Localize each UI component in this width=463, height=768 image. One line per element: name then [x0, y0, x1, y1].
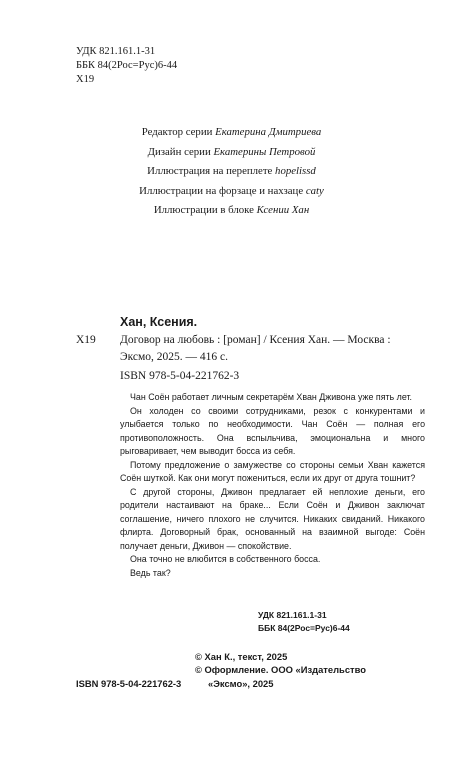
bottom-bbk-code: ББК 84(2Рос=Рус)6-44	[258, 623, 350, 633]
annotation-paragraph: Чан Соён работает личным секретарём Хван Дживона уже пять лет.	[130, 392, 413, 402]
record-isbn: ISBN 978-5-04-221762-3	[120, 370, 240, 382]
udk-code: УДК 821.161.1-31	[76, 46, 156, 57]
annotation	[120, 391, 425, 580]
bottom-classification-codes	[258, 609, 350, 635]
annotation-paragraph: Он холоден со своими сотрудниками, резок с конкурентами и улыбается только по необходимости. Чан Соён — полная его противоположность. Она вспыльчива, эмоциональна и много рыговаривает, чем выводит босса из себя.	[120, 405, 425, 456]
credit-line: Дизайн серии Екатерины Петровой	[147, 145, 316, 158]
credit-line: Иллюстрации на форзаце и нахзаце caty	[139, 184, 324, 197]
annotation-paragraph: Она точно не влюбится в собственного босса.	[130, 554, 321, 564]
annotation-paragraph: Ведь так?	[130, 567, 171, 578]
copyright-design: © Оформление. ООО «Издательство	[195, 664, 366, 676]
credit-line: Иллюстрации в блоке Ксении Хан	[153, 204, 310, 217]
credit-line: Редактор серии Екатерина Дмитриева	[141, 126, 322, 138]
annotation-paragraph: Потому предложение о замужестве со стороны семьи Хван кажется Соён шуткой. Как они могут пожениться, если их друг от друга тошнит?	[120, 459, 425, 483]
bbk-code: ББК 84(2Рос=Рус)6-44	[76, 60, 178, 71]
copyright-publisher: «Эксмо», 2025	[208, 677, 274, 689]
author-mark: Х19	[76, 74, 95, 85]
record-mark: Х19	[76, 334, 96, 346]
record-description: Договор на любовь : [роман] / Ксения Хан. — Москва : Эксмо, 2025. — 416 с.	[120, 334, 391, 363]
annotation-paragraph: С другой стороны, Дживон предлагает ей неплохие деньги, его родители настаивают на браке... Если Соён и Дживон заключат соглашение, ничего плохого не случится. Никаких свиданий. Никакого флирта. Договорный брак, основанный на взаимной выгоде: Соён получает деньги, Дживон — спокойствие.	[120, 486, 425, 551]
credits-block	[0, 123, 463, 221]
credit-line: Иллюстрация на переплете hopelissd	[147, 165, 316, 178]
isbn-bottom: ISBN 978-5-04-221762-3	[76, 678, 182, 689]
copyright-text: © Хан К., текст, 2025	[195, 651, 288, 662]
classification-codes	[76, 45, 177, 87]
copyright-block	[195, 650, 366, 690]
record-author: Хан, Ксения.	[120, 315, 198, 329]
bottom-udk-code: УДК 821.161.1-31	[258, 610, 327, 620]
